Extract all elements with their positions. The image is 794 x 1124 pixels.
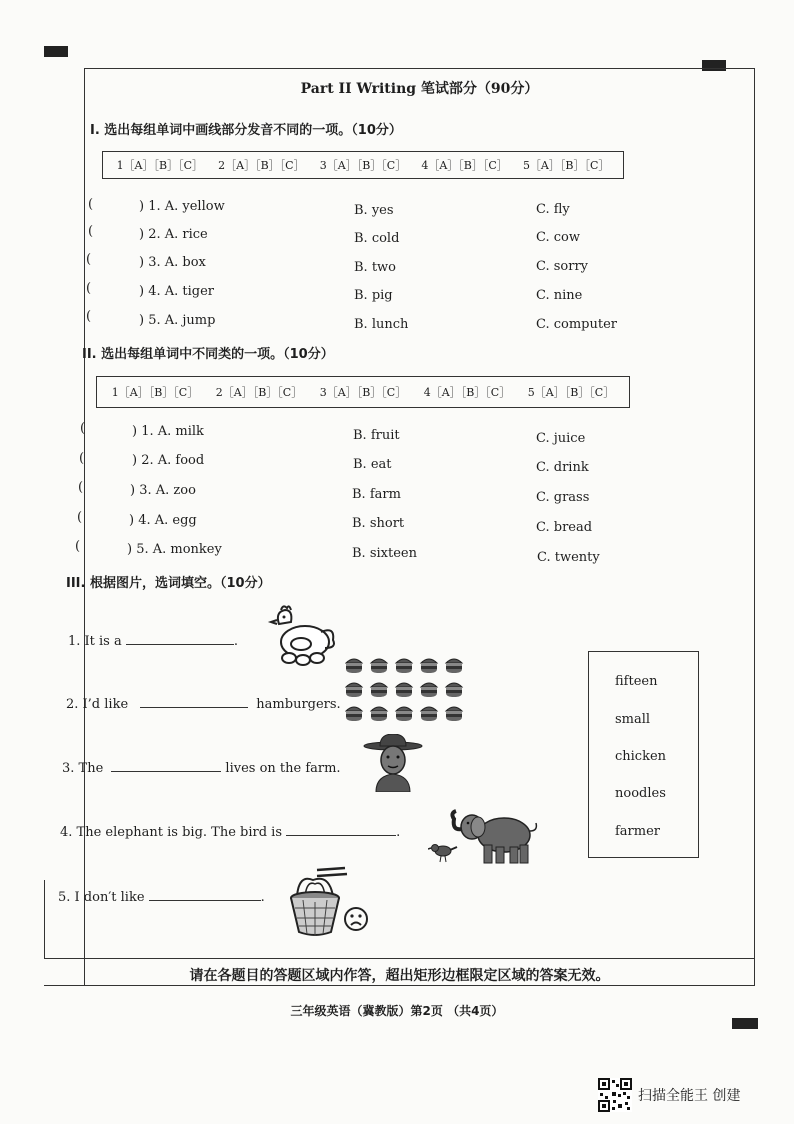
scanner-text: 扫描全能王 创建 [638, 1088, 741, 1104]
answer-option[interactable]: 4［A］［B］［C］ [423, 386, 511, 399]
page-title: Part II Writing 笔试部分（90分） [300, 81, 539, 97]
fill-question-2: 2. I’d like hamburgers. [66, 697, 341, 712]
section3-title: III. 根据图片，选词填空。（10分） [66, 576, 271, 591]
elephant-icon [448, 805, 542, 867]
question-option-c: C. bread [536, 520, 593, 535]
answer-paren[interactable]: ( [79, 451, 85, 466]
question-option-b: B. farm [352, 487, 401, 502]
answer-blank[interactable] [149, 888, 261, 901]
answer-option[interactable]: 1［A］［B］［C］ [116, 159, 204, 172]
registration-mark-bottom-right [732, 1018, 758, 1029]
page-footer: 三年级英语（冀教版）第2页 （共4页） [290, 1004, 504, 1018]
answer-option[interactable]: 5［A］［B］［C］ [527, 386, 615, 399]
question-option-b: B. eat [353, 457, 392, 472]
hamburger-icon [345, 655, 467, 723]
farmer-icon [362, 734, 424, 792]
registration-mark-top-left [44, 46, 68, 57]
question-option-b: B. lunch [354, 317, 409, 332]
question-option-a: ) 1. A. milk [132, 424, 204, 439]
qr-code-icon [598, 1078, 632, 1112]
answer-blank[interactable] [111, 759, 221, 772]
answer-paren[interactable]: ( [88, 197, 94, 212]
answer-option[interactable]: 3［A］［B］［C］ [319, 386, 407, 399]
noodles-icon [287, 866, 351, 940]
fill-question-1: 1. It is a . [68, 634, 239, 649]
question-option-b: B. short [352, 516, 405, 531]
question-option-a: ) 5. A. monkey [127, 542, 222, 557]
answer-paren[interactable]: ( [86, 309, 92, 324]
answer-paren[interactable]: ( [77, 510, 83, 525]
question-option-a: ) 5. A. jump [139, 313, 216, 328]
answer-paren[interactable]: ( [80, 421, 86, 436]
fill-question-3: 3. The lives on the farm. [62, 761, 341, 776]
bird-icon [428, 840, 458, 864]
answer-option[interactable]: 1［A］［B］［C］ [111, 386, 199, 399]
footnote-bar [44, 958, 755, 986]
footnote-text: 请在各题目的答题区域内作答，超出矩形边框限定区域的答案无效。 [189, 968, 610, 984]
question-option-b: B. sixteen [352, 546, 417, 561]
answer-paren[interactable]: ( [78, 480, 84, 495]
question-option-a: ) 4. A. tiger [139, 284, 215, 299]
scanner-watermark [598, 1078, 740, 1112]
question-option-b: B. two [354, 260, 396, 275]
answer-paren[interactable]: ( [86, 252, 92, 267]
sad-face-icon [343, 906, 369, 932]
word-bank-item: chicken [615, 749, 667, 764]
question-option-a: ) 3. A. zoo [130, 483, 196, 498]
answer-blank[interactable] [126, 632, 234, 645]
question-option-c: C. grass [536, 490, 590, 505]
question-option-c: C. nine [536, 288, 583, 303]
section2-title: II. 选出每组单词中不同类的一项。（10分） [82, 347, 334, 362]
answer-option[interactable]: 2［A］［B］［C］ [218, 159, 305, 172]
question-option-b: B. cold [354, 231, 400, 246]
fill-question-5: 5. I don′t like . [58, 890, 265, 905]
answer-paren[interactable]: ( [88, 224, 94, 239]
word-bank-item: small [615, 712, 651, 727]
section2-answer-box[interactable] [96, 376, 630, 408]
answer-blank[interactable] [286, 823, 396, 836]
question-option-c: C. twenty [537, 550, 600, 565]
answer-option[interactable]: 4［A］［B］［C］ [421, 159, 508, 172]
chicken-icon [265, 604, 339, 668]
question-option-c: C. juice [536, 431, 586, 446]
frame-left-rule [44, 880, 45, 958]
section1-title: I. 选出每组单词中画线部分发音不同的一项。（10分） [90, 123, 402, 138]
answer-option[interactable]: 2［A］［B］［C］ [215, 386, 303, 399]
word-bank-item: farmer [615, 824, 661, 839]
question-option-c: C. sorry [536, 259, 589, 274]
answer-blank[interactable] [140, 695, 248, 708]
section1-answer-box[interactable] [102, 151, 624, 179]
question-option-b: B. fruit [353, 428, 400, 443]
question-option-a: ) 4. A. egg [129, 513, 197, 528]
question-option-c: C. computer [536, 317, 618, 332]
fill-question-4: 4. The elephant is big. The bird is . [60, 825, 401, 840]
question-option-a: ) 1. A. yellow [139, 199, 225, 214]
answer-paren[interactable]: ( [86, 281, 92, 296]
question-option-c: C. cow [536, 230, 580, 245]
question-option-c: C. drink [536, 460, 589, 475]
question-option-a: ) 2. A. rice [139, 227, 208, 242]
question-option-a: ) 3. A. box [139, 255, 206, 270]
question-option-b: B. yes [354, 203, 394, 218]
answer-option[interactable]: 3［A］［B］［C］ [319, 159, 407, 172]
question-option-b: B. pig [354, 288, 393, 303]
word-bank-item: fifteen [615, 674, 658, 689]
question-option-c: C. fly [536, 202, 570, 217]
answer-option[interactable]: 5［A］［B］［C］ [522, 159, 610, 172]
answer-paren[interactable]: ( [75, 539, 81, 554]
word-bank-item: noodles [615, 786, 666, 801]
question-option-a: ) 2. A. food [132, 453, 205, 468]
word-bank [588, 651, 699, 858]
